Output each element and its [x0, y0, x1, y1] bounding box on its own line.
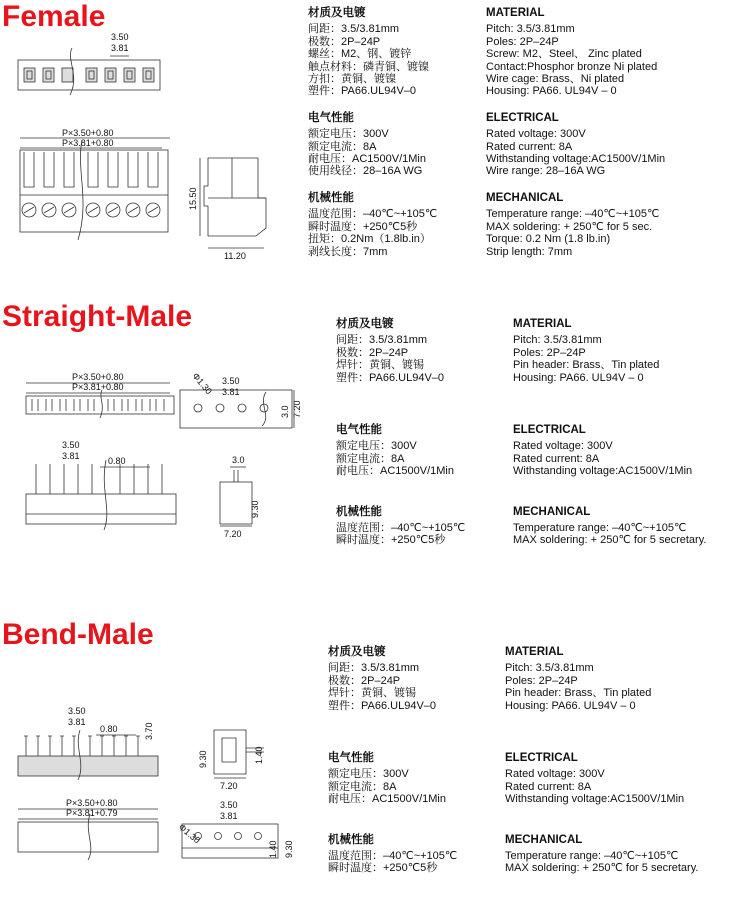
en-electrical-group [486, 112, 665, 178]
bm-h2: 1.40 [254, 746, 264, 764]
group-heading: MATERIAL [486, 7, 545, 19]
bm-h4: 9.30 [284, 840, 294, 858]
cn-mechanical-group [308, 192, 437, 258]
spec-line: 塑件：PA66.UL94V–0 [308, 85, 417, 98]
female-en-specs [486, 7, 665, 272]
cn-electrical-group [308, 112, 437, 178]
group-heading: MECHANICAL [505, 833, 583, 846]
spec-line: Pitch: 3.5/3.81mm [505, 662, 594, 675]
spec-line: Screw: M2、Steel、 Zinc plated [486, 48, 642, 61]
spec-line: Rated voltage: 300V [505, 768, 605, 781]
bm-h3: 1.40 [268, 840, 278, 858]
bend-male-en-specs [505, 646, 698, 889]
sm-height: 9.30 [250, 500, 260, 518]
sm-front-pins [36, 464, 162, 494]
straight-male-drawing [0, 300, 320, 610]
sm-pin: 0.80 [108, 456, 126, 466]
spec-line: Poles: 2P–24P [513, 346, 586, 359]
spec-line: 瞬时温度：+250℃5秒 [308, 220, 418, 233]
female-side-body [204, 158, 266, 236]
group-heading: 材质及电镀 [308, 7, 366, 19]
sm-pitch-b: 3.81 [222, 387, 240, 397]
spec-line: 塑件：PA66.UL94V–0 [336, 371, 445, 384]
sm-h1: 3.0 [280, 405, 290, 418]
spec-line: Strip length: 7mm [486, 245, 573, 258]
spec-line: 焊针：黄铜、镀锡 [336, 359, 424, 372]
female-len-a: P×3.50+0.80 [62, 128, 114, 138]
spec-line: Poles: 2P–24P [486, 35, 559, 48]
spec-line: 螺丝：M2、钢、镀锌 [308, 48, 412, 61]
sm-top: 3.0 [232, 455, 245, 465]
spec-line: Wire cage: Brass、Ni plated [486, 73, 625, 86]
en-material-group [513, 318, 706, 384]
spec-line: 瞬时温度：+250℃5秒 [336, 534, 446, 547]
spec-line: 额定电压：300V [336, 440, 417, 453]
group-heading: 材质及电镀 [336, 318, 394, 330]
sm-front-pitch-a: 3.50 [62, 440, 80, 450]
female-front-slots [24, 152, 158, 187]
female-front-body [20, 150, 168, 232]
spec-line: 额定电流：8A [336, 452, 405, 465]
sm-front-pitch-b: 3.81 [62, 451, 80, 461]
straight-male-cn-specs [336, 318, 465, 561]
spec-line: 额定电流：8A [308, 140, 377, 153]
cn-electrical-group [336, 424, 465, 478]
straight-male-en-specs [513, 318, 706, 561]
sm-depth: 7.20 [224, 529, 242, 539]
cn-material-group [336, 318, 465, 384]
spec-line: Housing: PA66. UL94V – 0 [486, 85, 617, 98]
sm-side-body [220, 482, 252, 524]
cn-mechanical-group [336, 506, 465, 547]
en-mechanical-group [513, 506, 706, 547]
spec-line: 方扣：黄铜、镀镍 [308, 73, 396, 86]
bend-male-drawing [0, 618, 320, 918]
female-drawing [0, 0, 300, 300]
group-heading: ELECTRICAL [513, 424, 586, 437]
spec-line: Withstanding voltage:AC1500V/1Min [486, 153, 666, 166]
spec-line: Temperature range: –40℃~+105℃ [486, 208, 660, 221]
en-electrical-group [505, 752, 698, 806]
cn-electrical-group [328, 752, 457, 806]
sm-top-body [26, 396, 174, 414]
spec-line: Withstanding voltage:AC1500V/1Min [505, 793, 685, 806]
sm-pitch-a: 3.50 [222, 376, 240, 386]
spec-line: Temperature range: –40℃~+105℃ [505, 850, 679, 863]
female-screws [22, 203, 160, 217]
group-heading: 机械性能 [328, 833, 374, 846]
en-mechanical-group [505, 834, 698, 875]
group-heading: 电气性能 [308, 111, 354, 124]
bm-top-body [18, 822, 158, 852]
spec-line: Wire range: 28–16A WG [486, 165, 606, 178]
spec-line: 温度范围：–40℃~+105℃ [308, 208, 438, 221]
spec-line: 间距：3.5/3.81mm [308, 23, 400, 36]
spec-line: 极数：2P–24P [328, 674, 401, 687]
female-pitch-b: 3.81 [111, 43, 129, 53]
spec-line: 剥线长度：7mm [308, 245, 388, 258]
spec-line: Housing: PA66. UL94V – 0 [513, 371, 644, 384]
spec-line: Withstanding voltage:AC1500V/1Min [513, 465, 693, 478]
group-heading: ELECTRICAL [505, 752, 578, 765]
bm-pitch-d: 3.81 [220, 811, 238, 821]
cn-material-group [308, 7, 437, 98]
group-heading: 机械性能 [336, 505, 382, 518]
spec-line: 触点材料：磷青铜、镀镍 [308, 60, 429, 73]
female-pitch-a: 3.50 [111, 32, 129, 42]
group-heading: MECHANICAL [486, 191, 564, 204]
spec-line: 焊针：黄铜、镀锡 [328, 687, 416, 700]
spec-line: MAX soldering: + 250℃ for 5 secretary. [513, 534, 707, 547]
spec-line: 额定电流：8A [328, 780, 397, 793]
bm-pin: 0.80 [100, 724, 118, 734]
section-title: Straight-Male [2, 300, 193, 333]
sm-top-pins [32, 399, 164, 411]
section-title: Bend-Male [2, 618, 154, 651]
en-material-group [486, 7, 665, 98]
spec-line: Rated current: 8A [486, 140, 573, 153]
group-heading: ELECTRICAL [486, 111, 559, 124]
female-height: 15.50 [188, 187, 198, 210]
spec-line: 耐电压：AC1500V/1Min [328, 793, 446, 806]
spec-line: 扭矩：0.2Nm（1.8lb.in） [308, 233, 431, 246]
section-straight-male [0, 300, 743, 610]
spec-line: Pin header: Brass、Tin plated [505, 687, 652, 700]
group-heading: 材质及电镀 [328, 646, 386, 658]
spec-line: 间距：3.5/3.81mm [336, 334, 428, 347]
group-heading: MATERIAL [505, 646, 564, 658]
group-heading: MECHANICAL [513, 505, 591, 518]
spec-line: 使用线径：28–16A WG [308, 165, 423, 178]
group-heading: 机械性能 [308, 191, 354, 204]
section-bend-male [0, 618, 743, 918]
spec-line: Pitch: 3.5/3.81mm [486, 23, 575, 36]
en-electrical-group [513, 424, 706, 478]
bm-pitch-a: 3.50 [68, 706, 86, 716]
spec-line: 额定电压：300V [308, 128, 389, 141]
bm-len-a: P×3.50+0.80 [66, 798, 118, 808]
spec-line: MAX soldering: + 250℃ for 5 secretary. [505, 862, 699, 875]
spec-line: Pitch: 3.5/3.81mm [513, 334, 602, 347]
bm-hole: Φ1.30 [176, 821, 203, 846]
bm-depth: 7.20 [220, 781, 238, 791]
spec-line: Torque: 0.2 Nm (1.8 lb.in) [486, 233, 611, 246]
spec-line: 温度范围：–40℃~+105℃ [328, 850, 458, 863]
bm-side-body [214, 730, 246, 774]
spec-line: Rated current: 8A [505, 780, 592, 793]
spec-line: Housing: PA66. UL94V – 0 [505, 699, 636, 712]
en-material-group [505, 646, 698, 712]
spec-line: 耐电压：AC1500V/1Min [336, 465, 454, 478]
cn-material-group [328, 646, 457, 712]
en-mechanical-group [486, 192, 665, 258]
bm-pitch-b: 3.81 [68, 717, 86, 727]
section-title: Female [2, 0, 106, 33]
spec-line: 间距：3.5/3.81mm [328, 662, 420, 675]
spec-line: MAX soldering: + 250℃ for 5 sec. [486, 220, 653, 233]
female-depth: 11.20 [224, 251, 246, 261]
cn-mechanical-group [328, 834, 457, 875]
spec-line: 耐电压：AC1500V/1Min [308, 153, 426, 166]
bend-male-cn-specs [328, 646, 457, 889]
bm-height: 9.30 [198, 750, 208, 768]
spec-line: 极数：2P–24P [336, 346, 409, 359]
female-len-b: P×3.81+0.80 [62, 138, 114, 148]
spec-line: Rated current: 8A [513, 452, 600, 465]
sm-len-a: P×3.50+0.80 [72, 372, 124, 382]
spec-line: 额定电压：300V [328, 768, 409, 781]
sm-hole: Φ1.30 [190, 370, 215, 397]
group-heading: 电气性能 [336, 424, 382, 437]
spec-line: 塑件：PA66.UL94V–0 [328, 699, 437, 712]
female-top-cells [24, 68, 154, 82]
female-cn-specs [308, 7, 437, 272]
spec-line: Poles: 2P–24P [505, 674, 578, 687]
bm-len-b: P×3.81+0.79 [66, 808, 118, 818]
bm-front-body [18, 756, 158, 776]
group-heading: 电气性能 [328, 752, 374, 765]
spec-line: 温度范围：–40℃~+105℃ [336, 522, 466, 535]
spec-line: 瞬时温度：+250℃5秒 [328, 862, 438, 875]
group-heading: MATERIAL [513, 318, 572, 330]
spec-line: Rated voltage: 300V [513, 440, 613, 453]
sm-h2: 7.20 [292, 400, 302, 418]
spec-line: Pin header: Brass、Tin plated [513, 359, 660, 372]
sm-front-body [26, 494, 176, 524]
section-female [0, 0, 743, 300]
spec-line: Contact:Phosphor bronze Ni plated [486, 60, 658, 73]
bm-pitch-c: 3.50 [220, 800, 238, 810]
spec-line: Temperature range: –40℃~+105℃ [513, 522, 687, 535]
spec-line: Rated voltage: 300V [486, 128, 586, 141]
sm-len-b: P×3.81+0.80 [72, 382, 124, 392]
spec-line: 极数：2P–24P [308, 35, 381, 48]
bm-side: 3.70 [144, 722, 154, 740]
